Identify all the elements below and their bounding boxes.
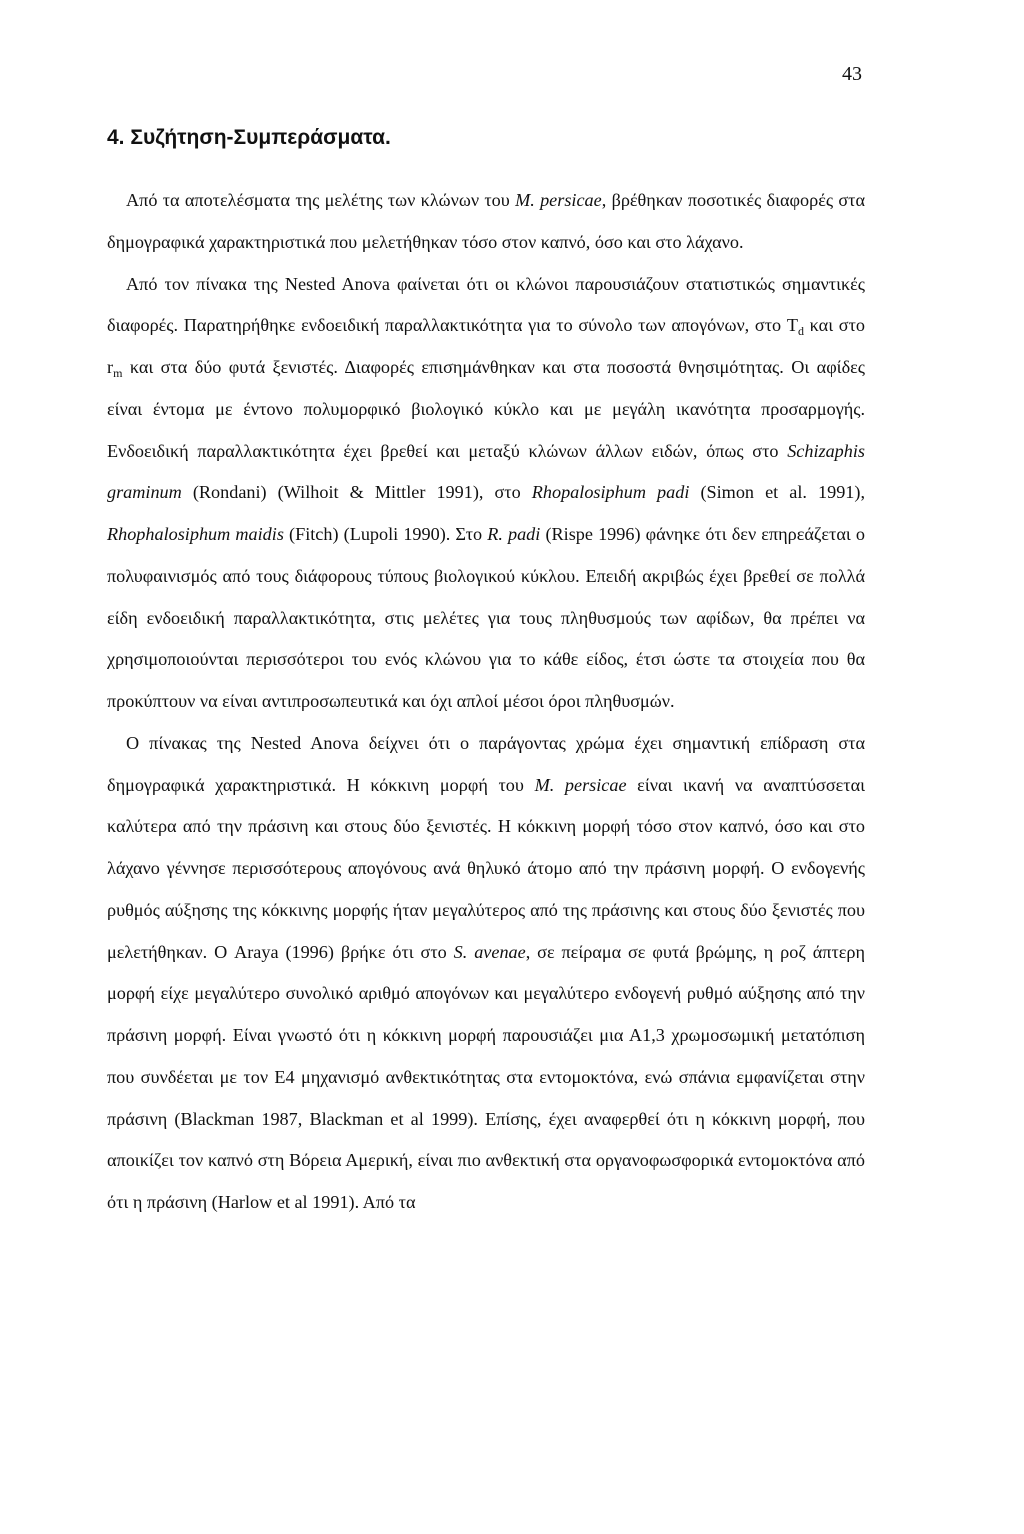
subscript: m	[113, 366, 123, 380]
text-span: Ο πίνακας της Nested Anova δείχνει ότι ο παράγοντας χρώμα έχει σημαντική επίδραση στα δημογραφικά χαρακτηριστικά. Η κόκκινη μορφή του	[107, 732, 865, 795]
text-span: , σε πείραμα σε φυτά βρώμης, η ροζ άπτερη μορφή είχε μεγαλύτερο συνολικό αριθμό απογόνων και μεγαλύτερο ενδογενή ρυθμό αύξησης από την πράσινη μορφή. Είναι γνωστό ότι η κόκκινη μορφή παρουσιάζει μια Α1,3 χρωμοσωμική μετατόπιση που συνδέεται με τον Ε4 μηχανισμό ανθεκτικότητας στα εντομοκτόνα, ενώ σπάνια εμφανίζεται στην πράσινη (Blackman 1987, Blackman et al 1999). Επίσης, έχει αναφερθεί ότι η κόκκινη μορφή, που αποικίζει τον καπνό στη Βόρεια Αμερική, είναι πιο ανθεκτική στα οργανοφωσφορικά εντομοκτόνα από ότι η πράσινη (Harlow et al 1991). Από τα	[107, 941, 866, 1212]
page-number: 43	[842, 63, 862, 85]
text-span: (Fitch) (Lupoli 1990). Στο	[283, 524, 488, 544]
text-span: Από τα αποτελέσματα της μελέτης των κλώνων του	[126, 190, 516, 210]
text-span: και στα δύο φυτά ξενιστές. Διαφορές επισημάνθηκαν και στα ποσοστά θνησιμότητας. Οι αφίδες είναι έντομα με έντονο πολυμορφικό βιολογικό κύκλο και με μεγάλη ικανότητα προσαρμογής. Ενδοειδική παραλλακτικότητα έχει βρεθεί και μεταξύ κλώνων άλλων ειδών, όπως στο	[107, 357, 865, 461]
text-span: (Rondani) (Wilhoit & Mittler 1991), στο	[181, 482, 532, 503]
species-name: Rhopalosiphum padi	[531, 482, 690, 503]
text-span: και στο r	[107, 315, 865, 377]
paragraph	[107, 264, 865, 723]
section-title: 4. Συζήτηση-Συμπεράσματα.	[107, 126, 391, 149]
text-span: (Rispe 1996) φάνηκε ότι δεν επηρεάζεται ο πολυφαινισμός από τους διάφορους τύπους βιολογικού κύκλου. Επειδή ακριβώς έχει βρεθεί σε πολλά είδη ενδοειδική παραλλακτικότητα, στις μελέτες για τους πληθυσμούς των αφίδων, θα πρέπει να χρησιμοποιούνται περισσότεροι του ενός κλώνου για το κάθε είδος, έτσι ώστε τα στοιχεία που θα προκύπτουν να είναι αντιπροσωπευτικά και όχι απλοί μέσοι όροι πληθυσμών.	[107, 524, 865, 711]
species-name: R. padi	[487, 524, 541, 544]
species-name: M. persicae	[534, 774, 627, 795]
species-name: S. avenae	[453, 941, 526, 962]
text-span: Από τον πίνακα της Nested Anova φαίνεται ότι οι κλώνοι παρουσιάζουν στατιστικώς σημαντικές διαφορές. Παρατηρήθηκε ενδοειδική παραλλακτικότητα για το σύνολο των απογόνων, στο T	[107, 273, 865, 336]
subscript: d	[797, 324, 804, 339]
species-name: Rhophalosiphum maidis	[107, 524, 284, 544]
species-name: M. persicae	[515, 190, 602, 210]
body-text	[107, 180, 865, 1224]
text-span: (Simon et al. 1991),	[689, 482, 866, 503]
paragraph	[107, 723, 865, 1224]
text-span: , βρέθηκαν ποσοτικές διαφορές στα δημογραφικά χαρακτηριστικά που μελετήθηκαν τόσο στον καπνό, όσο και στο λάχανο.	[107, 190, 865, 252]
text-span: είναι ικανή να αναπτύσσεται καλύτερα από την πράσινη και στους δύο ξενιστές. Η κόκκινη μορφή τόσο στον καπνό, όσο και στο λάχανο γέννησε περισσότερους απογόνους ανά θηλυκό άτομο από την πράσινη μορφή. Ο ενδογενής ρυθμός αύξησης της κόκκινης μορφής ήταν μεγαλύτερος από της πράσινης και στους δύο ξενιστές που μελετήθηκαν. Ο Araya (1996) βρήκε ότι στο	[107, 774, 865, 962]
paragraph	[107, 180, 865, 264]
species-name: Schizaphis graminum	[107, 440, 865, 503]
